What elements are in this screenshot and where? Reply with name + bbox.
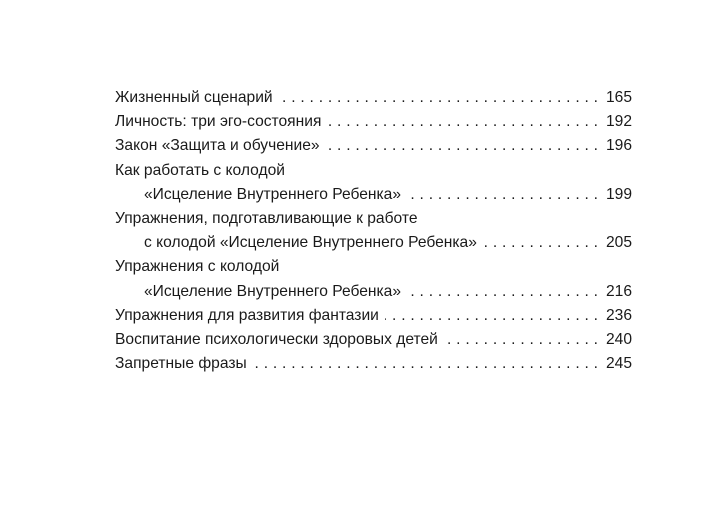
toc-page-number: 165 <box>605 89 632 106</box>
toc-entry-continuation <box>115 183 632 207</box>
toc-entry-title: Запретные фразы <box>115 355 247 373</box>
toc-page-number: 216 <box>605 282 632 300</box>
toc-page-number: 192 <box>605 113 632 131</box>
toc-entry <box>115 110 632 134</box>
toc-entry-title: Закон «Защита и обучение» <box>115 137 320 155</box>
toc-dot-leader <box>279 86 598 110</box>
toc-page-number: 199 <box>605 185 632 203</box>
toc-entry-title-continued: с колодой «Исцеление Внутреннего Ребенка» <box>144 234 477 252</box>
toc-entry <box>115 134 632 158</box>
toc-dot-leader <box>327 110 598 134</box>
toc-entry-continuation <box>115 280 632 304</box>
toc-entry <box>115 328 632 352</box>
toc-entry <box>115 304 632 328</box>
toc-entry <box>115 86 632 110</box>
toc-dot-leader <box>385 304 598 328</box>
toc-entry-continuation <box>115 231 632 255</box>
toc-entry-title: Воспитание психологически здоровых детей <box>115 330 438 348</box>
toc-page-number: 205 <box>605 234 632 252</box>
toc-entry-title: Как работать с колодой <box>115 161 285 179</box>
toc-entry-title: Упражнения с колодой <box>115 258 280 276</box>
toc-entry-title-continued: «Исцеление Внутреннего Ребенка» <box>144 282 401 300</box>
toc-entry-first-line <box>115 159 632 183</box>
toc-dot-leader <box>326 134 598 158</box>
table-of-contents <box>115 86 632 376</box>
toc-entry-title: Упражнения для развития фантазии <box>115 306 379 324</box>
toc-page-number: 196 <box>605 137 632 155</box>
toc-dot-leader <box>483 231 598 255</box>
toc-dot-leader <box>407 280 598 304</box>
toc-dot-leader <box>407 183 598 207</box>
toc-entry-title: Упражнения, подготавливающие к работе <box>115 209 418 227</box>
toc-page-number: 245 <box>605 355 632 373</box>
toc-entry-title-continued: «Исцеление Внутреннего Ребенка» <box>144 185 401 203</box>
toc-entry-first-line <box>115 207 632 231</box>
toc-entry-title: Жизненный сценарий <box>115 89 273 106</box>
toc-dot-leader <box>444 328 598 352</box>
toc-entry-title: Личность: три эго-состояния <box>115 113 322 131</box>
toc-page-number: 236 <box>605 306 632 324</box>
toc-page-number: 240 <box>605 330 632 348</box>
toc-entry <box>115 352 632 376</box>
toc-dot-leader <box>253 352 598 376</box>
toc-entry-first-line <box>115 255 632 279</box>
